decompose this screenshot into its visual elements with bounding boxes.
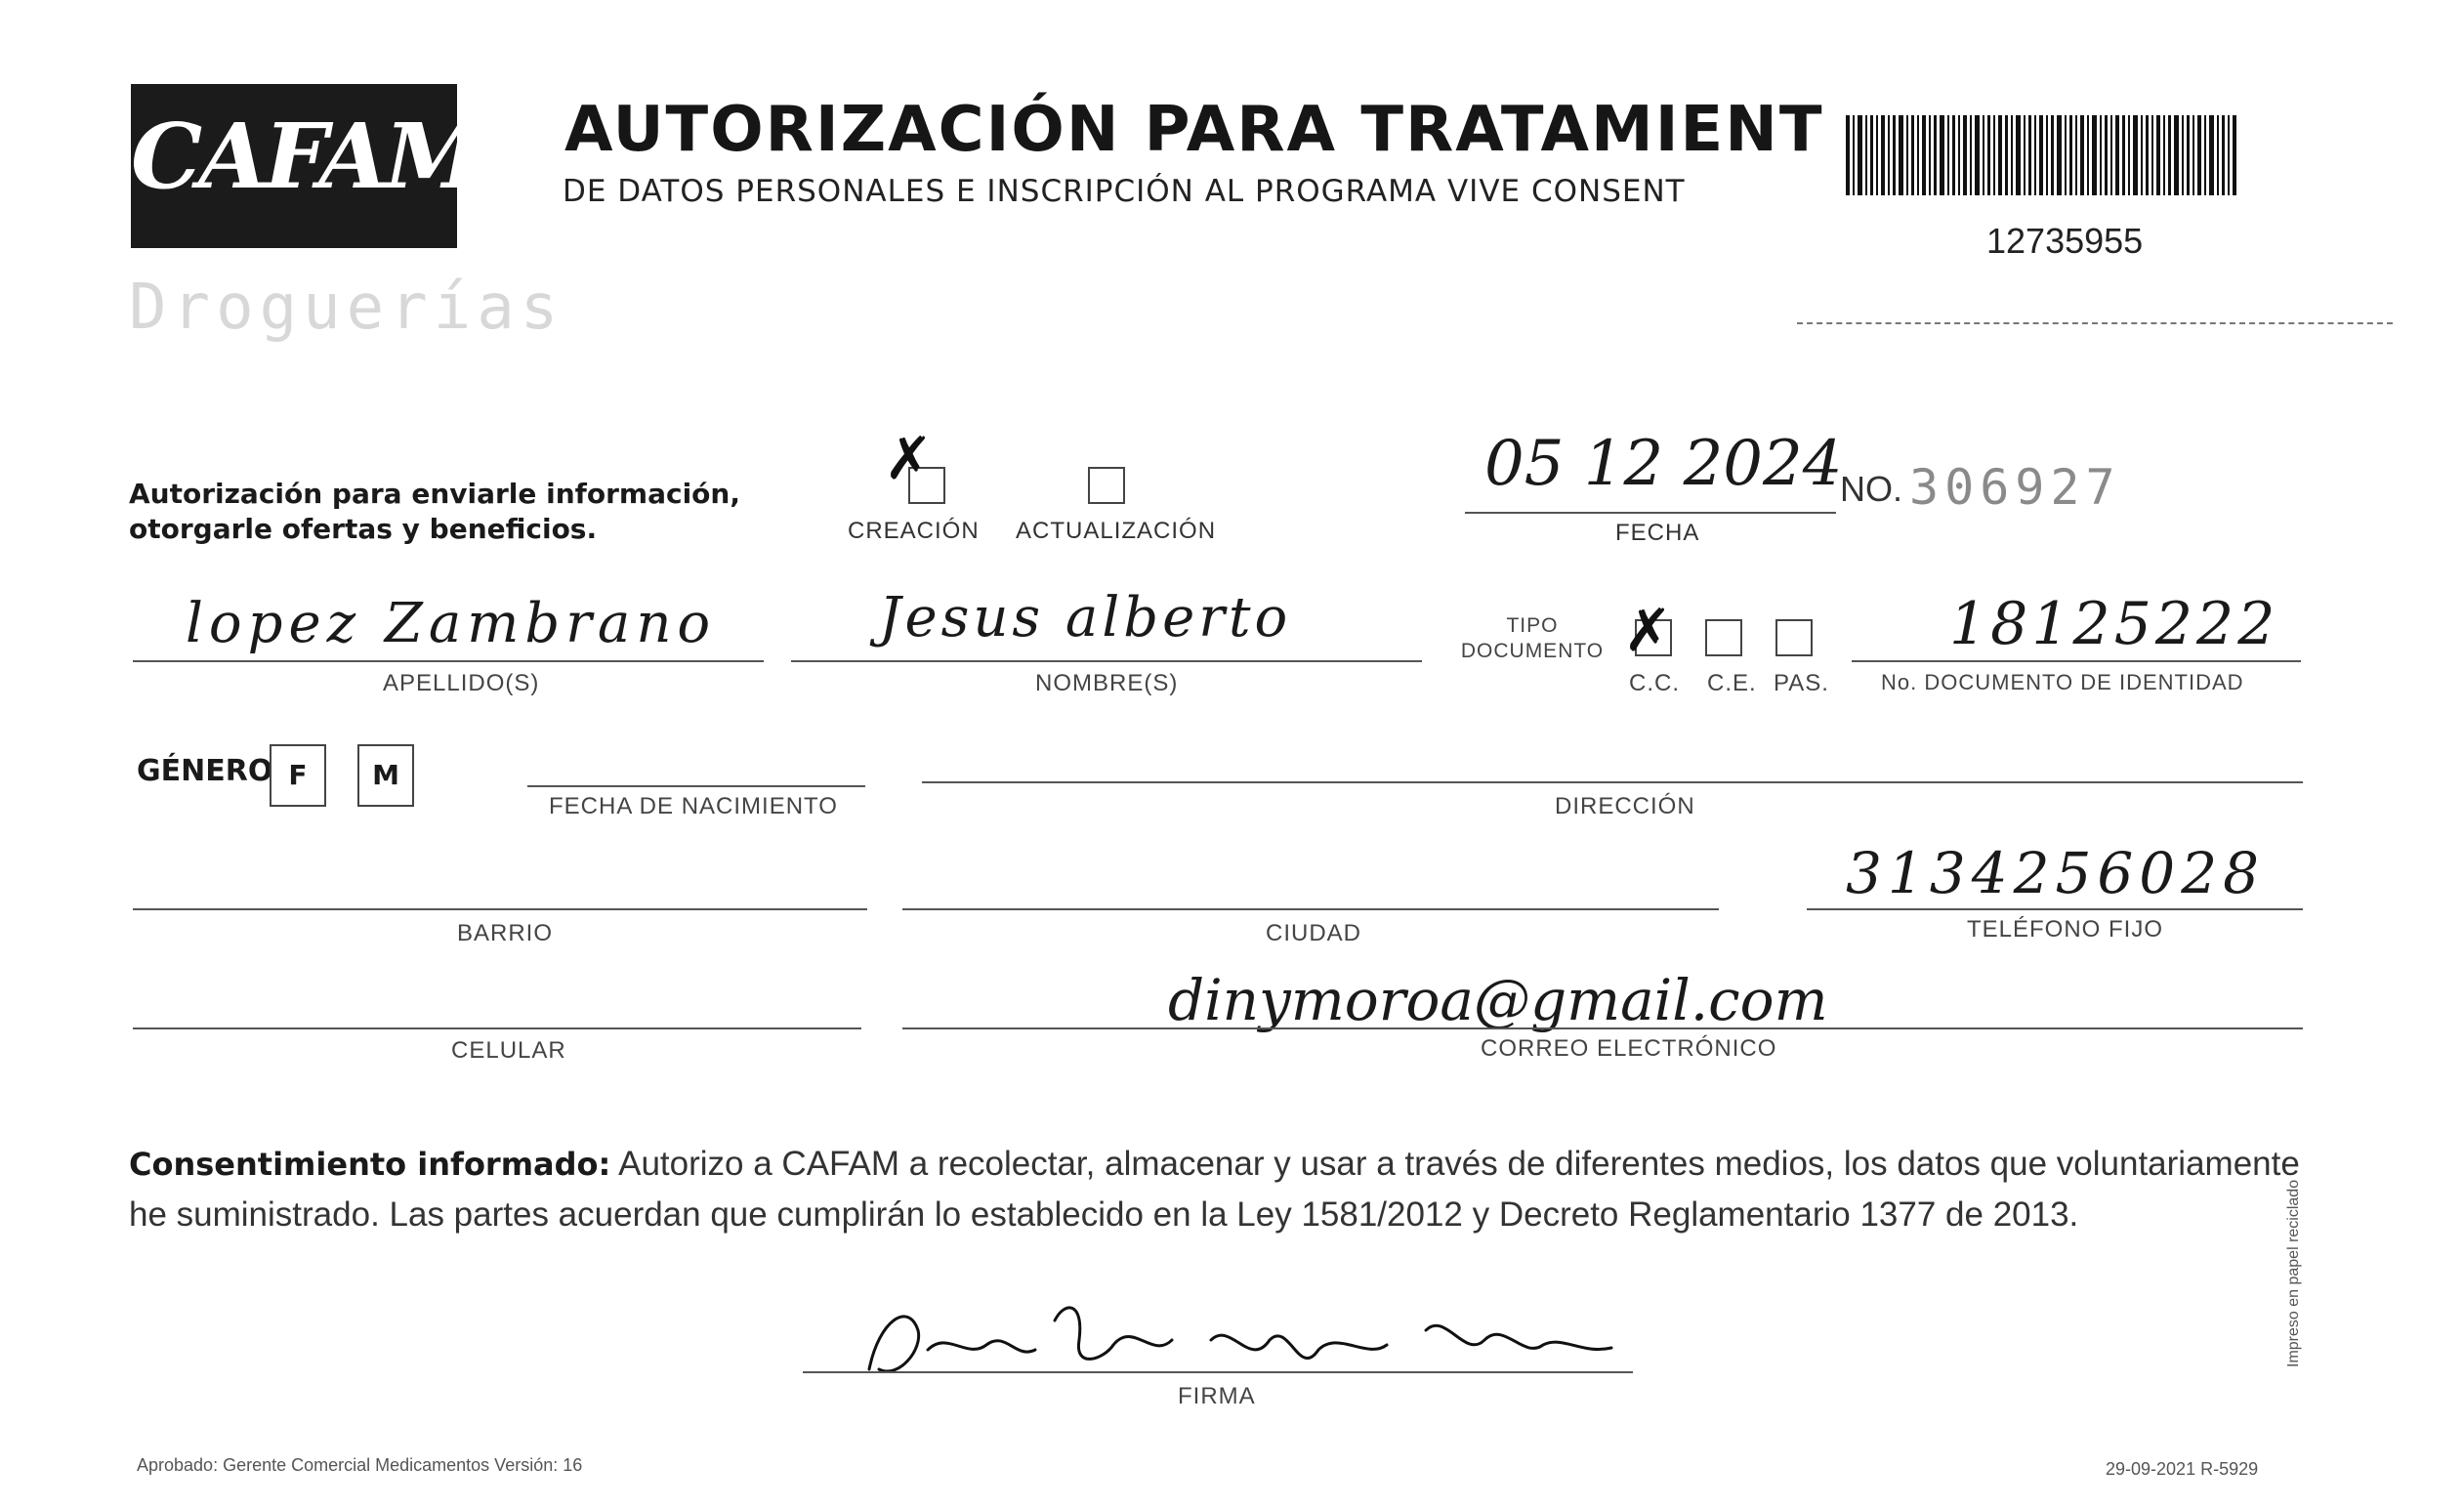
document-title: AUTORIZACIÓN PARA TRATAMIENT <box>564 94 1824 166</box>
footer-side-note: Impreso en papel reciclado <box>2285 1179 2302 1367</box>
telefono-value: 3134256028 <box>1846 840 2266 906</box>
authorization-text: Autorización para enviarle información, otorgarle ofertas y beneficios. <box>129 478 740 545</box>
ce-label: C.E. <box>1707 670 1757 696</box>
correo-label: CORREO ELECTRÓNICO <box>1481 1035 1777 1062</box>
direccion-label: DIRECCIÓN <box>1555 793 1695 819</box>
ce-checkbox[interactable] <box>1705 619 1742 656</box>
fecha-value: 05 12 2024 <box>1484 428 1843 500</box>
actualizacion-label: ACTUALIZACIÓN <box>1016 518 1217 544</box>
telefono-line <box>1807 908 2303 910</box>
ciudad-line <box>902 908 1719 910</box>
genero-label: GÉNERO <box>137 754 273 788</box>
fecha-label: FECHA <box>1615 520 1700 546</box>
documento-label: No. DOCUMENTO DE IDENTIDAD <box>1881 670 2244 694</box>
pas-label: PAS. <box>1774 670 1829 696</box>
fecha-line <box>1465 512 1836 514</box>
genero-f-box[interactable]: F <box>270 744 326 807</box>
consent-title: Consentimiento informado: <box>129 1146 611 1183</box>
actualizacion-checkbox[interactable] <box>1088 467 1125 504</box>
barrio-label: BARRIO <box>457 920 554 946</box>
footer-date-code: 29-09-2021 R-5929 <box>2106 1459 2259 1479</box>
consent-paragraph <box>129 1139 2317 1240</box>
telefono-label: TELÉFONO FIJO <box>1967 916 2164 943</box>
apellidos-line <box>133 660 764 662</box>
documento-line <box>1852 660 2301 662</box>
celular-line <box>133 1027 861 1029</box>
correo-value: dinymoroa@gmail.com <box>1168 967 1828 1033</box>
creacion-label: CREACIÓN <box>848 518 980 544</box>
apellidos-label: APELLIDO(S) <box>383 670 540 696</box>
tipo-documento-label: TIPO DOCUMENTO <box>1460 614 1605 662</box>
documento-value: 18125222 <box>1949 590 2279 658</box>
no-value: 306927 <box>1909 459 2121 516</box>
apellidos-value: lopez Zambrano <box>186 592 717 655</box>
direccion-line <box>922 781 2303 783</box>
nombres-line <box>791 660 1422 662</box>
fecha-nacimiento-label: FECHA DE NACIMIENTO <box>549 793 838 819</box>
nombres-label: NOMBRE(S) <box>1035 670 1179 696</box>
pas-checkbox[interactable] <box>1775 619 1813 656</box>
header-divider <box>1797 322 2393 324</box>
document-subtitle: DE DATOS PERSONALES E INSCRIPCIÓN AL PROGRAMA VIVE CONSENT <box>563 174 1686 209</box>
ciudad-label: CIUDAD <box>1266 920 1362 946</box>
no-label: NO. <box>1840 469 1903 509</box>
barcode-number: 12735955 <box>1986 221 2144 261</box>
nombres-value: Jesus alberto <box>879 586 1292 650</box>
signature-label: FIRMA <box>1178 1383 1256 1409</box>
signature-line <box>803 1371 1633 1373</box>
celular-label: CELULAR <box>451 1037 566 1064</box>
barrio-line <box>133 908 867 910</box>
cafam-logo <box>131 84 480 248</box>
logo-text: CAFAM <box>131 104 480 209</box>
barcode <box>1846 115 2236 195</box>
creacion-check-mark: ✗ <box>884 426 934 491</box>
footer-approved: Aprobado: Gerente Comercial Medicamentos Versión: 16 <box>137 1455 583 1475</box>
genero-m-box[interactable]: M <box>357 744 414 807</box>
fecha-nacimiento-line <box>527 785 865 787</box>
cc-check-mark: ✗ <box>1623 598 1673 663</box>
correo-line <box>902 1027 2303 1029</box>
cc-label: C.C. <box>1629 670 1680 696</box>
consent-text: Autorizo a CAFAM a recolectar, almacenar y usar a través de diferentes medios, los datos que voluntariamente he suministrado. Las partes acuerdan que cumplirán lo establecido en la Ley 1581/2012 y Decreto Reglamentario 1377 de 2013. <box>129 1145 2300 1234</box>
logo-subtitle: Droguerías <box>129 272 564 344</box>
